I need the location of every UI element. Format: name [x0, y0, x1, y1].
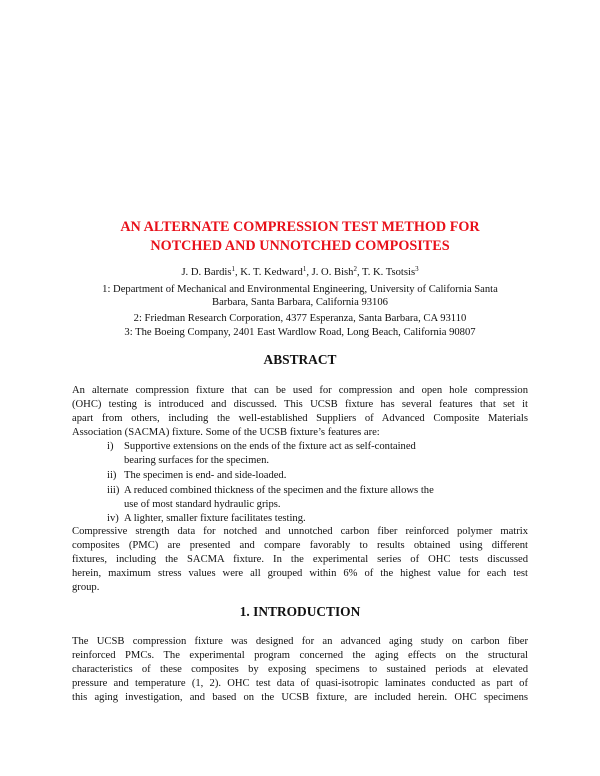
introduction-text-line: reinforced PMCs. The experimental program concerned the aging effects on the structural: [72, 650, 528, 661]
author-name: , T. K. Tsotsis: [356, 267, 416, 278]
author-list: [40, 266, 560, 279]
abstract-text-line: (OHC) testing is introduced and discussed. This UCSB fixture has several features that set it: [72, 399, 528, 410]
abstract-text-line: composites (PMC) are presented and compare favorably to results obtained using different: [72, 540, 528, 551]
list-marker: ii): [107, 470, 117, 481]
abstract-text-line: An alternate compression fixture that can be used for compression and open hole compression: [72, 385, 528, 396]
affiliation-marker: 1: [302, 265, 307, 273]
affiliation-line: 1: Department of Mechanical and Environmental Engineering, University of California Santa: [102, 284, 498, 295]
affiliation-marker: 1: [231, 265, 235, 273]
abstract-text-line: group.: [72, 582, 100, 593]
affiliation-line: Barbara, Santa Barbara, California 93106: [212, 297, 388, 308]
paper-title-line-1: AN ALTERNATE COMPRESSION TEST METHOD FOR: [120, 219, 480, 235]
introduction-text-line: pressure and temperature (1, 2). OHC test data of quasi-isotropic laminates conducted as part of: [72, 678, 528, 689]
paper-title-line-2: NOTCHED AND UNNOTCHED COMPOSITES: [150, 238, 450, 254]
abstract-heading: ABSTRACT: [263, 352, 337, 367]
feature-list-item: The specimen is end- and side-loaded.: [124, 470, 287, 481]
affiliation-line: 2: Friedman Research Corporation, 4377 Esperanza, Santa Barbara, CA 93110: [133, 313, 467, 324]
affiliation-line: 3: The Boeing Company, 2401 East Wardlow Road, Long Beach, California 90807: [124, 327, 476, 338]
list-marker: iv): [107, 513, 119, 524]
abstract-text-line: Compressive strength data for notched and unnotched carbon fiber reinforced polymer matrix: [72, 526, 528, 537]
author-name: , J. O. Bish: [306, 267, 354, 278]
introduction-text-line: The UCSB compression fixture was designed for an advanced aging study on carbon fiber: [72, 636, 528, 647]
introduction-text-line: this aging investigation, and based on the UCSB fixture, are included herein. OHC specimens: [72, 692, 528, 703]
introduction-heading: 1. INTRODUCTION: [239, 604, 361, 619]
list-marker: i): [107, 441, 114, 452]
author-name: J. D. Bardis: [181, 267, 232, 278]
feature-list-item: bearing surfaces for the specimen.: [124, 455, 270, 466]
feature-list-item: use of most standard hydraulic grips.: [124, 499, 281, 510]
feature-list-item: A lighter, smaller fixture facilitates testing.: [124, 513, 306, 524]
introduction-text-line: characteristics of these composites by exposing specimens to sustained periods at elevated: [72, 664, 528, 675]
feature-list-item: Supportive extensions on the ends of the fixture act as self-contained: [124, 441, 416, 452]
abstract-text-line: herein, maximum stress values were all grouped within 6% of the highest value for each test: [72, 568, 528, 579]
list-marker: iii): [107, 485, 120, 496]
author-name: , K. T. Kedward: [234, 267, 303, 278]
abstract-text-line: fixtures, including the SACMA fixture. In the experimental series of OHC tests discussed: [72, 554, 528, 565]
abstract-text-line: Association (SACMA) fixture. Some of the UCSB fixture’s features are:: [72, 427, 380, 438]
affiliation-marker: 3: [415, 265, 419, 273]
feature-list-item: A reduced combined thickness of the specimen and the fixture allows the: [124, 485, 434, 496]
affiliation-marker: 2: [353, 265, 357, 273]
abstract-text-line: apart from others, including the well-established Suppliers of Advanced Composite Materials: [72, 413, 528, 424]
